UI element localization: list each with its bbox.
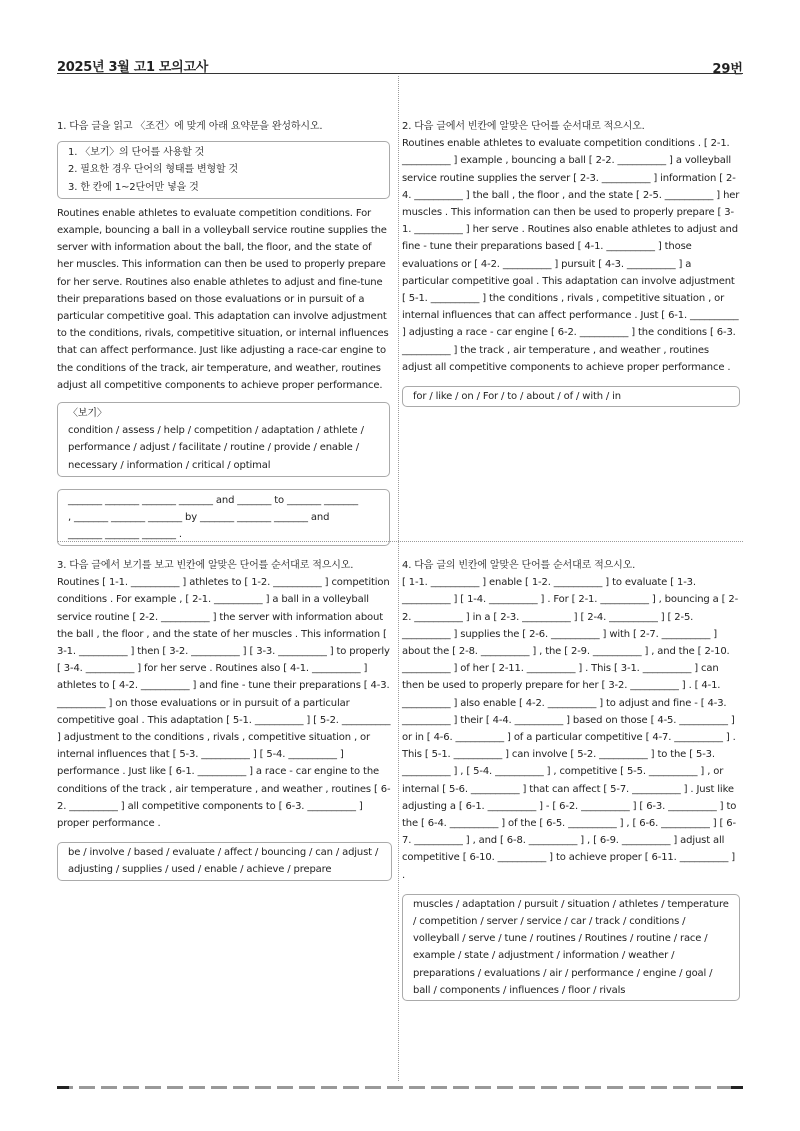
bogi-words: condition / assess / help / competition / adaptation / athlete / performance / adjust / facilitate / routine / provide / enable / necessary / information / critical / optimal [68,425,364,471]
word-bank: for / like / on / For / to / about / of / with / in [413,391,621,403]
question-2-title: 2. 다음 글에서 빈칸에 알맞은 단어를 순서대로 적으시오. [402,121,645,132]
bogi-box [57,402,390,477]
summary-line: _______ _______ _______ _______ and _______ to _______ _______ [68,494,358,506]
word-bank-box [402,386,740,407]
question-2-passage: Routines enable athletes to evaluate competition conditions . [ 2-1. __________ ] example , bouncing a ball [ 2-2. __________ ] a volleyball service routine supplies the server [ 2-3. __________ ] information [ 2-4. __________ ] the ball , the floor , and the state [ 2-5. __________ ] her muscles . This information can then be used to properly prepare [ 3-1. __________ ] her serve . Routines also enable athletes to adjust and fine - tune their preparations based [ 4-1. __________ ] those evaluations or [ 4-2. __________ ] pursuit [ 4-3. __________ ] a particular competitive goal . This adaptation can involve adjustment [ 5-1. __________ ] the conditions , rivals , competitive situation , or internal influences that can affect performance . Just [ 6-1. __________ ] adjusting a race - car engine [ 6-2. __________ ] the conditions [ 6-3. __________ ] the track , air temperature , and weather , routines adjust all competitive components to achieve proper performance . [402,138,740,373]
summary-line: , _______ _______ _______ by _______ _______ _______ and [68,512,330,524]
bogi-label: 〈보기〉 [68,408,107,420]
word-bank-box [402,894,740,1001]
question-2 [402,118,740,407]
question-number: 29번 [712,62,743,77]
word-bank-box [57,842,392,880]
conditions-box [57,141,390,199]
header-divider [57,73,743,74]
condition-item: 1. 〈보기〉의 단어를 사용할 것 [68,147,205,159]
question-3-passage: Routines [ 1-1. __________ ] athletes to [ 1-2. __________ ] competition conditions . For example , [ 2-1. __________ ] a ball in a volleyball service routine [ 2-2. __________ ] the server with information about the ball , the floor , and the state of her muscles . This information [ 3-1. __________ ] then [ 3-2. __________ ] [ 3-3. __________ ] to properly [ 3-4. __________ ] for her serve . Routines also [ 4-1. __________ ] athletes to [ 4-2. __________ ] and fine - tune their preparations [ 4-3. __________ ] on those evaluations or in pursuit of a particular competitive goal . This adaptation [ 5-1. __________ ] [ 5-2. __________ ] adjustment to the conditions , rivals , competitive situation , or internal influences that [ 5-3. __________ ] [ 5-4. __________ ] performance . Just like [ 6-1. __________ ] a race - car engine to the conditions of the track , air temperature , and weather , routines [ 6-2. __________ ] all competitive components to [ 6-3. __________ ] proper performance . [57,577,391,830]
summary-line: _______ _______ _______ . [68,529,182,541]
condition-item: 3. 한 칸에 1~2단어만 넣을 것 [68,181,199,193]
word-bank: be / involve / based / evaluate / affect / bouncing / can / adjust / adjusting / supplies / used / enable / achieve / prepare [68,847,379,876]
question-1-title: 1. 다음 글을 읽고 〈조건〉에 맞게 아래 요약문을 완성하시오. [57,121,323,132]
condition-item: 2. 필요한 경우 단어의 형태를 변형할 것 [68,164,239,176]
word-bank: muscles / adaptation / pursuit / situation / athletes / temperature / competition / server / service / car / track / conditions / volleyball / serve / tune / routines / Routines / routine / race / example / state / adjustment / information / weather / preparations / evaluations / air / performance / engine / goal / ball / components / influences / floor / rivals [413,898,729,996]
footer-rule [57,1086,743,1089]
exam-title: 2025년 3월 고1 모의고사 [57,60,208,75]
summary-box [57,489,390,547]
question-1-passage: Routines enable athletes to evaluate competition conditions. For example, bouncing a ball in a volleyball service routine supplies the server with information about the ball, the floor, and the state of her muscles. This information can then be used to properly prepare for her serve. Routines also enable athletes to adjust and fine-tune their preparations based on those evaluations or in pursuit of a particular competitive goal. This adaptation can involve adjustment to the conditions, rivals, competitive situation, or internal influences that can affect performance. Just like adjusting a race-car engine to the conditions of the track, air temperature, and weather, routines adjust all competitive components to achieve proper performance. [57,207,389,391]
question-4-title: 4. 다음 글의 빈칸에 알맞은 단어를 순서대로 적으시오. [402,560,636,571]
question-3-title: 3. 다음 글에서 보기를 보고 빈칸에 알맞은 단어를 순서대로 적으시오. [57,560,354,571]
column-divider [398,76,399,1081]
question-4 [402,557,740,1001]
question-1 [57,118,390,552]
question-3 [57,557,392,881]
question-4-passage: [ 1-1. __________ ] enable [ 1-2. __________ ] to evaluate [ 1-3. __________ ] [ 1-4. __________ ] . For [ 2-1. __________ ] , bouncing a [ 2-2. __________ ] in a [ 2-3. __________ ] [ 2-4. __________ ] [ 2-5. __________ ] supplies the [ 2-6. __________ ] with [ 2-7. __________ ] about the [ 2-8. __________ ] , the [ 2-9. __________ ] , and the [ 2-10. __________ ] of her [ 2-11. __________ ] . This [ 3-1. __________ ] can then be used to properly prepare for her [ 3-2. __________ ] . [ 4-1. __________ ] also enable [ 4-2. __________ ] to adjust and fine - [ 4-3. __________ ] their [ 4-4. __________ ] based on those [ 4-5. __________ ] or in [ 4-6. __________ ] of a particular competitive [ 4-7. __________ ] . This [ 5-1. __________ ] can involve [ 5-2. __________ ] to the [ 5-3. __________ ] , [ 5-4. __________ ] , competitive [ 5-5. __________ ] , or internal [ 5-6. __________ ] that can affect [ 5-7. __________ ] . Just like adjusting a [ 6-1. __________ ] - [ 6-2. __________ ] [ 6-3. __________ ] to the [ 6-4. __________ ] of the [ 6-5. __________ ] , [ 6-6. __________ ] [ 6-7. __________ ] , and [ 6-8. __________ ] , [ 6-9. __________ ] adjust all competitive [ 6-10. __________ ] to achieve proper [ 6-11. __________ ] . [402,577,739,881]
